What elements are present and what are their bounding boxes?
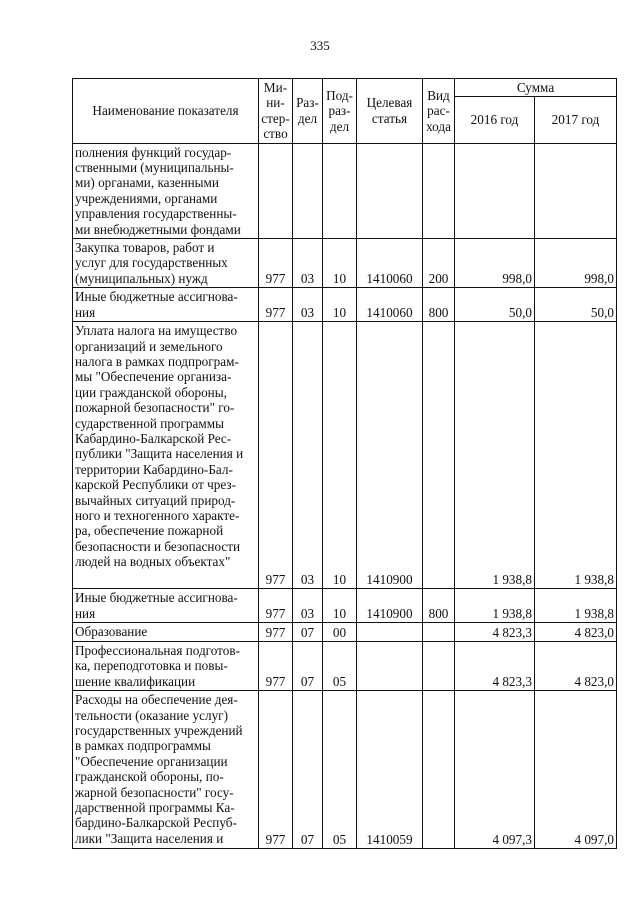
table-body bbox=[73, 143, 617, 849]
table-row bbox=[73, 589, 617, 623]
row-subsection: 10 bbox=[323, 589, 357, 623]
table-row bbox=[73, 641, 617, 690]
row-target bbox=[357, 143, 423, 238]
row-name: Иные бюджетные ассигнова- ния bbox=[73, 288, 259, 322]
row-amount-2016: 4 823,3 bbox=[455, 622, 535, 641]
budget-table bbox=[72, 78, 617, 849]
row-ministry: 977 bbox=[259, 691, 293, 849]
row-name: Образование bbox=[73, 622, 259, 641]
table-row bbox=[73, 691, 617, 849]
row-section: 07 bbox=[293, 641, 323, 690]
row-amount-2017: 4 823,0 bbox=[535, 641, 617, 690]
row-expense-type: 800 bbox=[423, 288, 455, 322]
row-expense-type: 200 bbox=[423, 239, 455, 288]
table-row bbox=[73, 322, 617, 589]
row-expense-type: 800 bbox=[423, 589, 455, 623]
row-amount-2017: 998,0 bbox=[535, 239, 617, 288]
row-section: 03 bbox=[293, 288, 323, 322]
row-section: 03 bbox=[293, 239, 323, 288]
row-name: Иные бюджетные ассигнова- ния bbox=[73, 589, 259, 623]
row-section bbox=[293, 143, 323, 238]
page-number: 335 bbox=[310, 38, 330, 53]
row-amount-2017: 1 938,8 bbox=[535, 322, 617, 589]
row-subsection: 10 bbox=[323, 239, 357, 288]
row-name: Уплата налога на имущество организаций и земельного налога в рамках подпрограм- мы "Обеспечение организа- ции гражданской обороны, пожарной безопасности" го- сударственной программы Кабардино-Балкарской Рес- публики "Защита населения и территории Кабардино-Бал- карской Республики от чрез- вычайных ситуаций природ- ного и техногенного характе- ра, обеспечение пожарной безопасности и безопасности людей на водных объектах" bbox=[73, 322, 259, 589]
row-target: 1410059 bbox=[357, 691, 423, 849]
row-target: 1410060 bbox=[357, 239, 423, 288]
col-header-name: Наименование показателя bbox=[73, 79, 259, 144]
row-ministry: 977 bbox=[259, 589, 293, 623]
row-target: 1410060 bbox=[357, 288, 423, 322]
row-ministry bbox=[259, 143, 293, 238]
row-amount-2017: 1 938,8 bbox=[535, 589, 617, 623]
row-expense-type bbox=[423, 322, 455, 589]
row-ministry: 977 bbox=[259, 239, 293, 288]
row-target bbox=[357, 622, 423, 641]
row-subsection: 10 bbox=[323, 322, 357, 589]
row-name: Закупка товаров, работ и услуг для государственных (муниципальных) нужд bbox=[73, 239, 259, 288]
row-amount-2016: 4 097,3 bbox=[455, 691, 535, 849]
table-row bbox=[73, 288, 617, 322]
col-header-section: Раз- дел bbox=[293, 79, 323, 144]
row-target: 1410900 bbox=[357, 589, 423, 623]
row-section: 03 bbox=[293, 322, 323, 589]
row-ministry: 977 bbox=[259, 622, 293, 641]
row-amount-2017: 4 097,0 bbox=[535, 691, 617, 849]
row-ministry: 977 bbox=[259, 322, 293, 589]
row-amount-2016: 1 938,8 bbox=[455, 322, 535, 589]
row-amount-2016 bbox=[455, 143, 535, 238]
row-expense-type bbox=[423, 622, 455, 641]
row-amount-2017: 50,0 bbox=[535, 288, 617, 322]
row-amount-2017 bbox=[535, 143, 617, 238]
col-header-target: Целевая статья bbox=[357, 79, 423, 144]
row-section: 07 bbox=[293, 691, 323, 849]
col-header-year-2017: 2017 год bbox=[535, 97, 617, 143]
row-name: полнения функций государ- ственными (муниципальны- ми) органами, казенными учреждениями, органами управления государственны- ми внебюджетными фондами bbox=[73, 143, 259, 238]
row-expense-type bbox=[423, 691, 455, 849]
col-header-ministry: Ми- ни- стер- ство bbox=[259, 79, 293, 144]
row-amount-2016: 1 938,8 bbox=[455, 589, 535, 623]
row-expense-type bbox=[423, 143, 455, 238]
col-header-sum: Сумма bbox=[455, 79, 617, 97]
row-subsection: 05 bbox=[323, 691, 357, 849]
row-target: 1410900 bbox=[357, 322, 423, 589]
row-name: Расходы на обеспечение дея- тельности (оказание услуг) государственных учреждений в рамках подпрограммы "Обеспечение организации гражданской обороны, по- жарной безопасности" госу- дарственной программы Ка- бардино-Балкарской Респуб- лики "Защита населения и bbox=[73, 691, 259, 849]
col-header-year-2016: 2016 год bbox=[455, 97, 535, 143]
col-header-subsection: Под- раз- дел bbox=[323, 79, 357, 144]
row-section: 03 bbox=[293, 589, 323, 623]
row-amount-2016: 50,0 bbox=[455, 288, 535, 322]
row-subsection: 10 bbox=[323, 288, 357, 322]
table-header-row bbox=[73, 79, 617, 97]
row-subsection: 00 bbox=[323, 622, 357, 641]
table-row bbox=[73, 622, 617, 641]
row-amount-2016: 4 823,3 bbox=[455, 641, 535, 690]
row-target bbox=[357, 641, 423, 690]
row-section: 07 bbox=[293, 622, 323, 641]
row-name: Профессиональная подготов- ка, переподготовка и повы- шение квалификации bbox=[73, 641, 259, 690]
row-expense-type bbox=[423, 641, 455, 690]
row-amount-2016: 998,0 bbox=[455, 239, 535, 288]
row-ministry: 977 bbox=[259, 641, 293, 690]
row-ministry: 977 bbox=[259, 288, 293, 322]
row-subsection bbox=[323, 143, 357, 238]
col-header-expense-type: Вид рас- хода bbox=[423, 79, 455, 144]
table-row bbox=[73, 143, 617, 238]
table-row bbox=[73, 239, 617, 288]
row-subsection: 05 bbox=[323, 641, 357, 690]
row-amount-2017: 4 823,0 bbox=[535, 622, 617, 641]
